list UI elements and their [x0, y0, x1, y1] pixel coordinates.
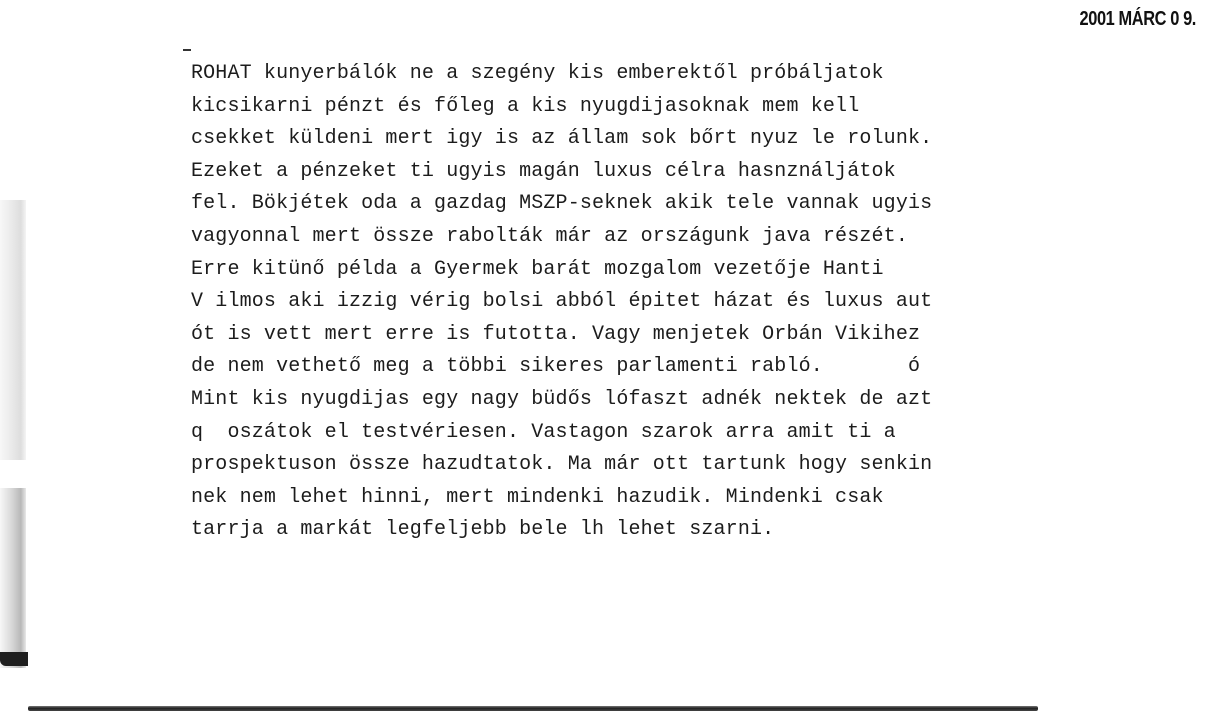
ink-mark: [183, 49, 191, 51]
letter-body: [191, 58, 932, 547]
scan-edge-shadow: [0, 488, 26, 668]
letter-line: ót is vett mert erre is futotta. Vagy menjetek Orbán Vikihez: [191, 322, 921, 346]
letter-line: Mint kis nyugdijas egy nagy büdős lófaszt adnék nektek de azt: [191, 387, 933, 411]
letter-line: ROHAT kunyerbálók ne a szegény kis emberektől próbáljatok: [191, 62, 884, 85]
letter-line: Erre kitünő példa a Gyermek barát mozgalom vezetője Hanti: [191, 257, 884, 281]
scan-edge-shadow: [0, 200, 26, 460]
letter-line: vagyonnal mert össze rabolták már az országunk java részét.: [191, 224, 908, 248]
letter-line: kicsikarni pénzt és főleg a kis nyugdijasoknak mem kell: [191, 94, 860, 118]
letter-line: q oszátok el testvériesen. Vastagon szarok arra amit ti a: [191, 420, 896, 444]
letter-line: Ezeket a pénzeket ti ugyis magán luxus célra hasnználjátok: [191, 159, 896, 183]
letter-line: de nem vethető meg a többi sikeres parlamenti rabló. ó: [191, 355, 921, 379]
paper-bottom-edge: [28, 706, 1038, 711]
letter-line: fel. Bökjétek oda a gazdag MSZP-seknek akik tele vannak ugyis: [191, 192, 933, 216]
letter-line: nek nem lehet hinni, mert mindenki hazudik. Mindenki csak: [191, 485, 884, 509]
scan-edge-corner: [0, 652, 28, 666]
letter-line: V ilmos aki izzig vérig bolsi abból épitet házat és luxus aut: [191, 290, 933, 314]
letter-line: prospektuson össze hazudtatok. Ma már ott tartunk hogy senkin: [191, 453, 933, 477]
letter-line: csekket küldeni mert igy is az állam sok bőrt nyuz le rolunk.: [191, 127, 933, 151]
letter-line: tarrja a markát legfeljebb bele lh lehet szarni.: [191, 518, 775, 542]
date-stamp: 2001 MÁRC 0 9.: [1079, 8, 1196, 30]
